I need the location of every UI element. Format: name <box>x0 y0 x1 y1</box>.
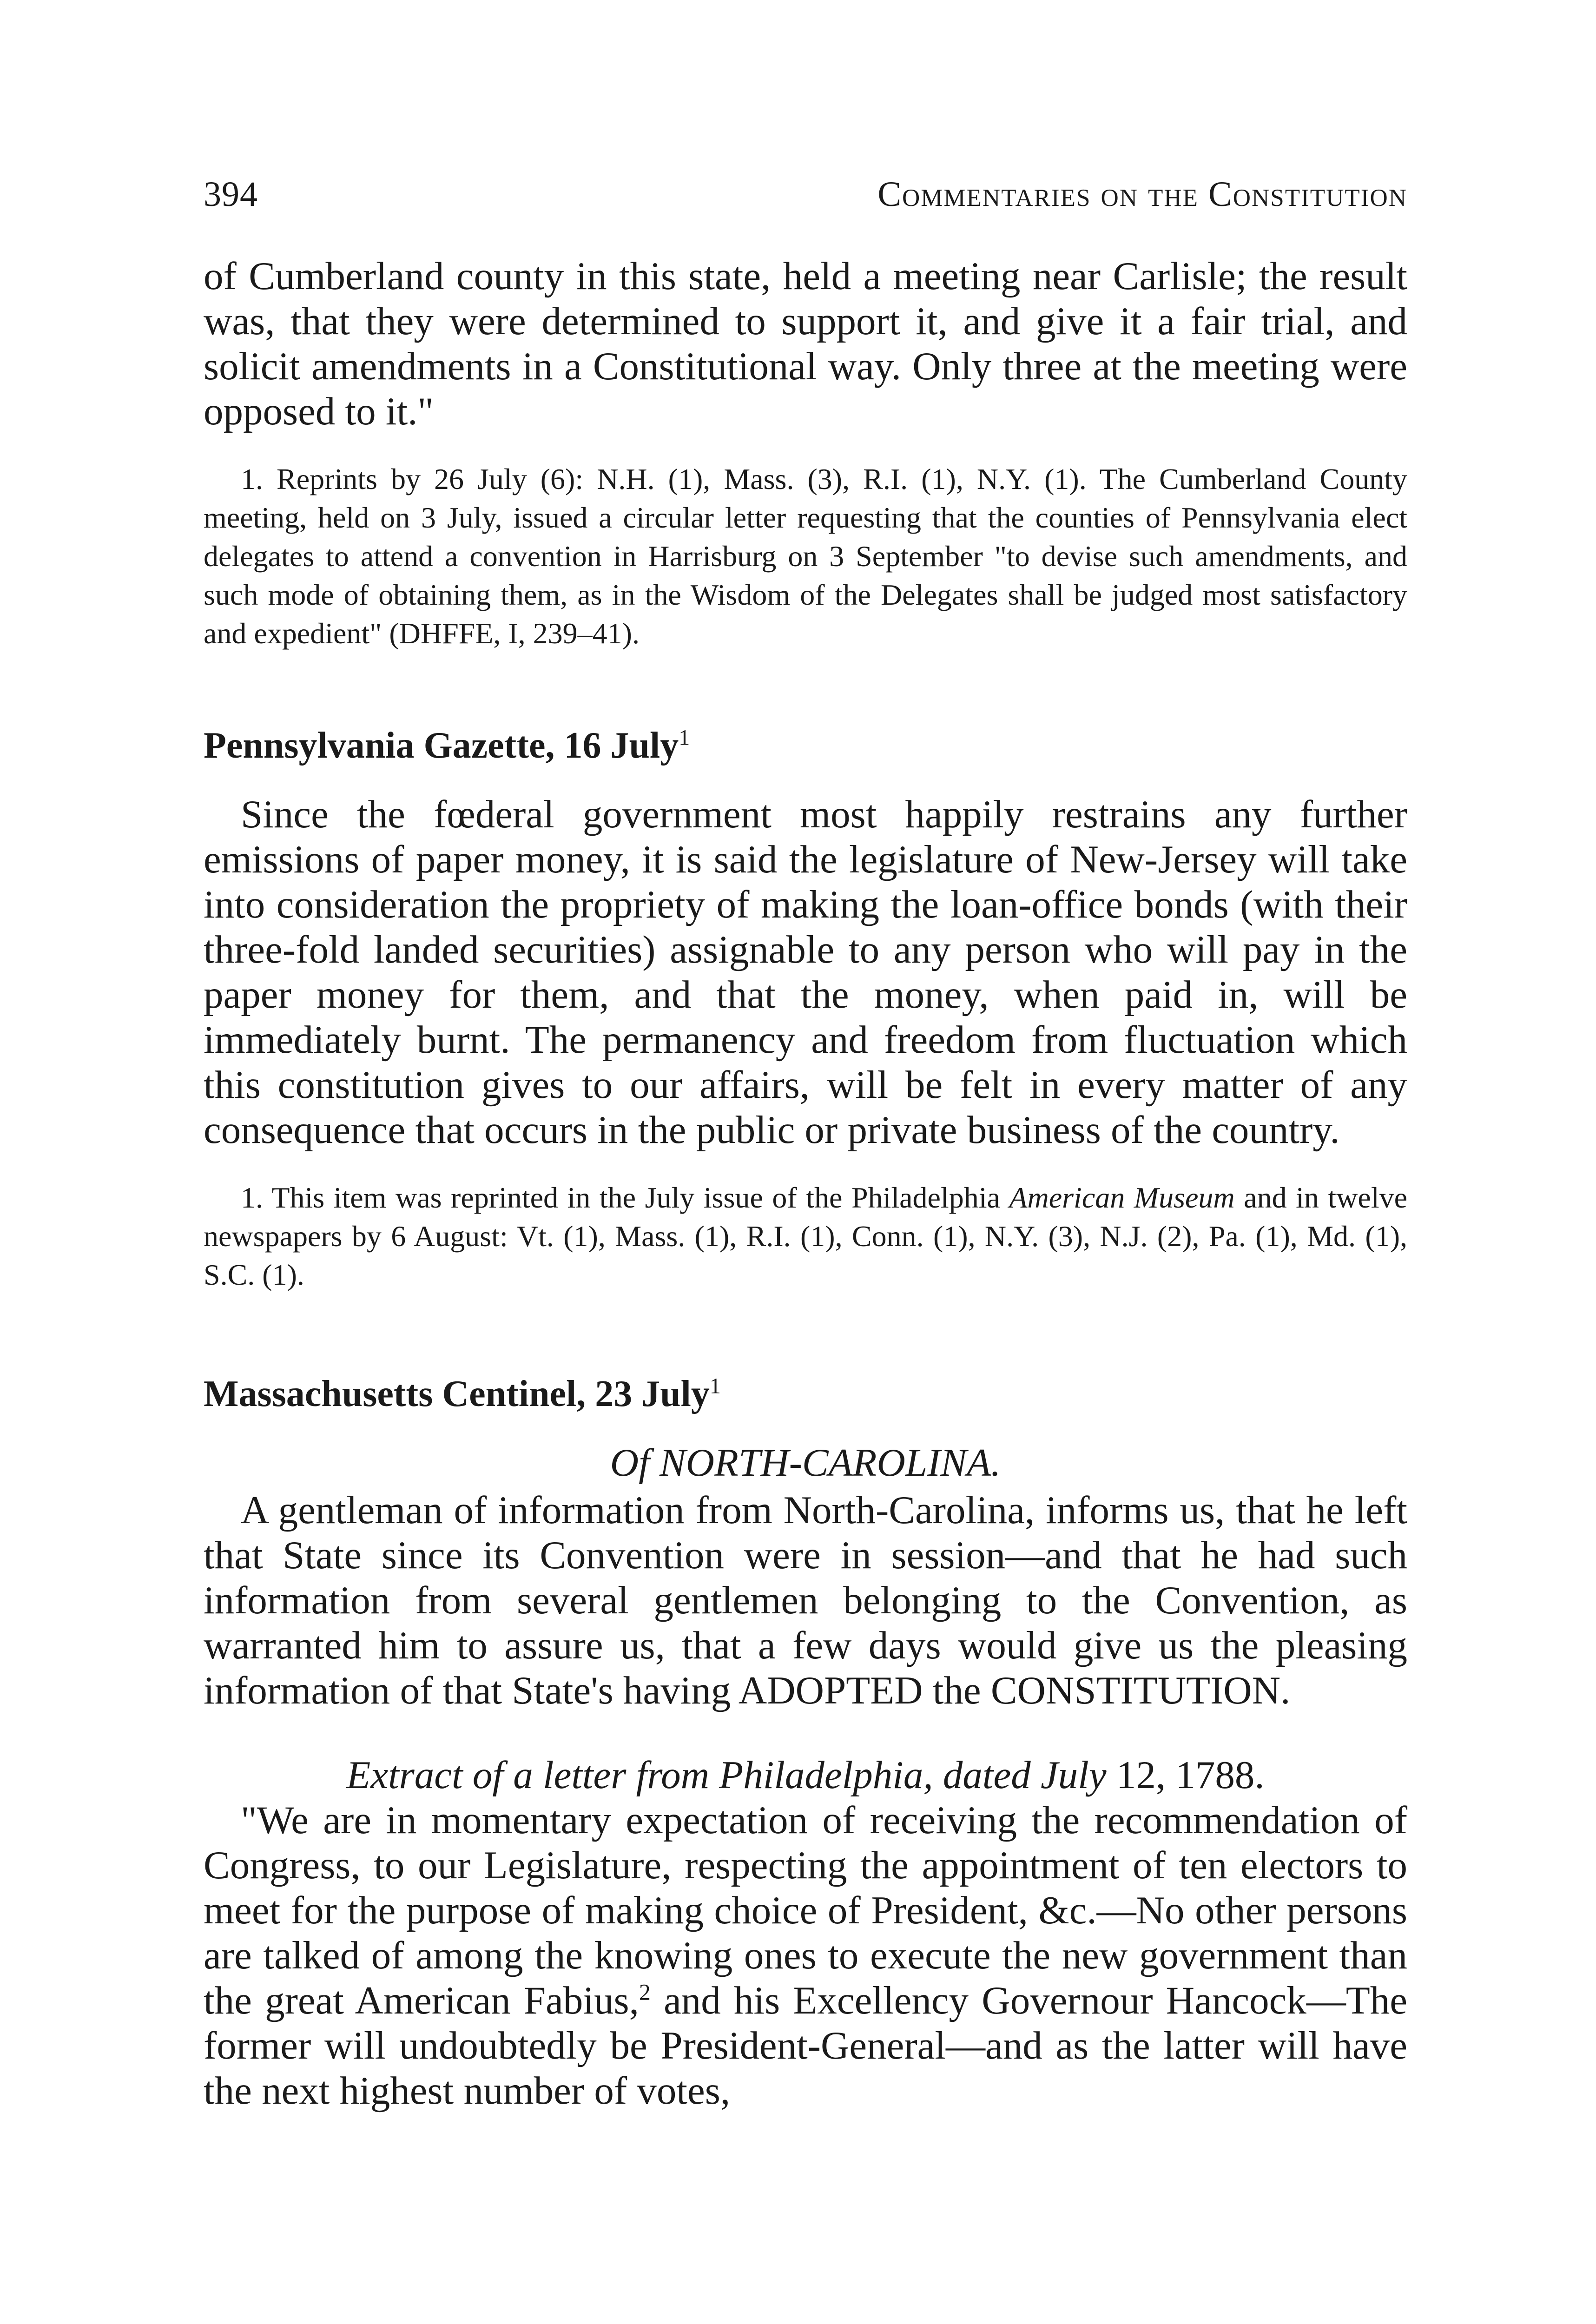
heading-pennsylvania-gazette <box>204 727 1407 764</box>
note-text: 1. This item was reprinted in the July issue of the Philadelphia <box>241 1181 1009 1214</box>
footnote-ref: 2 <box>639 1979 651 2005</box>
centinel-paragraph: A gentleman of information from North-Carolina, informs us, that he left that State since its Convention were in session—and that he had such information from several gentlemen belonging to the Convention, as warranted him to assure us, that a few days would give us the pleasing information of that State's having ADOPTED the CONSTITUTION. <box>204 1488 1407 1712</box>
extract-title <box>204 1753 1407 1798</box>
heading-massachusetts-centinel <box>204 1375 1407 1413</box>
letter-paragraph <box>204 1798 1407 2113</box>
note-text-continued: and in twelve newspapers by 6 August: Vt. (1), Mass. (1), R.I. (1), Conn. (1), N.Y. (3), N.J. (2), Pa. (1), Md. (1), S.C. (1). <box>204 1181 1408 1291</box>
footnote-cumberland: 1. Reprints by 26 July (6): N.H. (1), Mass. (3), R.I. (1), N.Y. (1). The Cumberland County meeting, held on 3 July, issued a circular letter requesting that the counties of Pennsylvania elect delegates to attend a convention in Harrisburg on 3 September "to devise such amendments, and such mode of obtaining them, as in the Wisdom of the Delegates shall be judged most satisfactory and expedient" (DHFFE, I, 239–41). <box>204 462 1407 650</box>
running-head <box>204 177 1407 212</box>
heading-footnote-ref: 1 <box>679 725 690 750</box>
running-title: Commentaries on the Constitution <box>877 175 1407 214</box>
extract-italic: Extract of a letter from Philadelphia, dated July <box>346 1753 1107 1797</box>
heading-text: Massachusetts Centinel, 23 July <box>204 1373 710 1414</box>
heading-footnote-ref: 1 <box>709 1373 721 1399</box>
gazette-paragraph: Since the fœderal government most happily restrains any further emissions of paper money, it is said the legislature of New-Jersey will take into consideration the propriety of making the loan-office bonds (with their three-fold landed securities) assignable to any person who will pay in the paper money for them, and that the money, when paid in, will be immediately burnt. The permanency and freedom from fluctuation which this constitution gives to our affairs, will be felt in every matter of any consequence that occurs in the public or private business of the country. <box>204 792 1407 1152</box>
page-number: 394 <box>204 175 258 214</box>
letter-text-continued: and his Excellency Governour Hancock—The former will undoubtedly be President-General—and as the latter will have the next highest number of votes, <box>204 1979 1407 2113</box>
footnote-gazette <box>204 1178 1407 1294</box>
extract-date: 12, 1788. <box>1106 1753 1265 1797</box>
note-italic-title: American Museum <box>1009 1181 1235 1214</box>
heading-text: Pennsylvania Gazette, 16 July <box>204 725 679 766</box>
section-subtitle: Of NORTH-CAROLINA. <box>610 1441 1001 1485</box>
letter-text: "We are in momentary expectation of receiving the recommendation of Congress, to our Legislature, respecting the appointment of ten electors to meet for the purpose of making choice of President, &c.—No other persons are talked of among the knowing ones to execute the new government than the great American Fabius, <box>204 1798 1407 2022</box>
continued-paragraph: of Cumberland county in this state, held a meeting near Carlisle; the result was, that they were determined to support it, and give it a fair trial, and solicit amendments in a Constitutional way. Only three at the meeting were opposed to it." <box>204 254 1407 433</box>
document-page <box>204 177 1407 2113</box>
